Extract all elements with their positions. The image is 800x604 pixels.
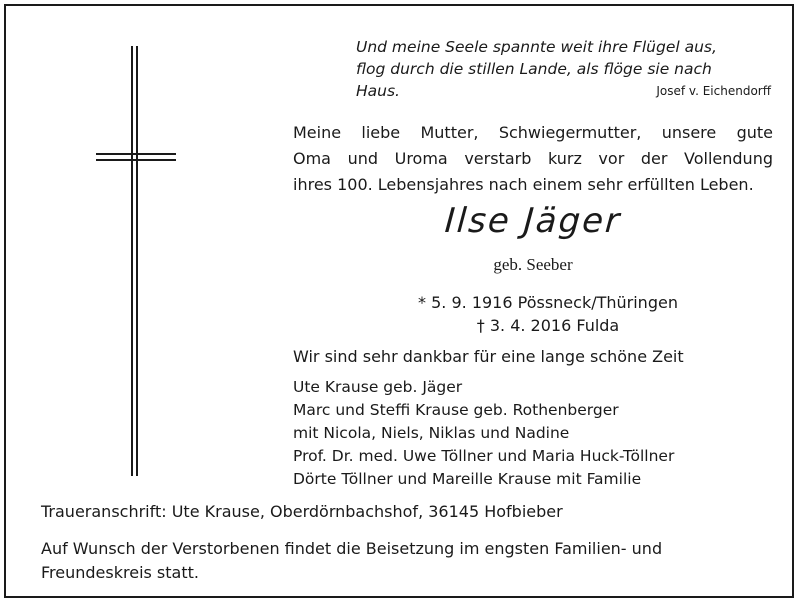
mourner-line: Dörte Töllner und Mareille Krause mit Familie	[293, 470, 642, 488]
mourner-line: Prof. Dr. med. Uwe Töllner und Maria Huck-Töllner	[293, 447, 675, 465]
life-dates	[293, 291, 794, 337]
birth-date: * 5. 9. 1916 Pössneck/Thüringen	[418, 293, 678, 312]
death-date: † 3. 4. 2016 Fulda	[476, 316, 620, 335]
mourners-list	[293, 376, 773, 491]
obituary-notice	[4, 4, 794, 598]
intro-line-1: Meine liebe Mutter, Schwiegermutter, unsere gute	[293, 123, 773, 142]
intro-line-2: Oma und Uroma verstarb kurz vor der Vollendung	[293, 149, 773, 168]
mourner-line: Ute Krause geb. Jäger	[293, 378, 463, 396]
deceased-name: Ilse Jäger	[443, 201, 623, 241]
mourning-address: Traueranschrift: Ute Krause, Oberdörnbachshof, 36145 Hofbieber	[41, 502, 563, 521]
quote-line-1: Und meine Seele spannte weit ihre Flügel aus,	[356, 38, 717, 56]
quote-author: Josef v. Eichendorff	[656, 84, 771, 98]
intro-text	[293, 120, 773, 198]
mourner-line: Marc und Steffi Krause geb. Rothenberger	[293, 401, 619, 419]
thanks-line: Wir sind sehr dankbar für eine lange schöne Zeit	[293, 347, 684, 366]
intro-line-3: ihres 100. Lebensjahres nach einem sehr erfüllten Leben.	[293, 175, 754, 194]
quote-line-2: flog durch die stillen Lande, als flöge sie nach Haus.	[356, 60, 712, 100]
burial-note	[41, 537, 771, 585]
maiden-name: geb. Seeber	[493, 255, 573, 274]
mourner-line: mit Nicola, Niels, Niklas und Nadine	[293, 424, 570, 442]
burial-note-line-2: Freundeskreis statt.	[41, 563, 199, 582]
burial-note-line-1: Auf Wunsch der Verstorbenen findet die Beisetzung im engsten Familien- und	[41, 539, 663, 558]
